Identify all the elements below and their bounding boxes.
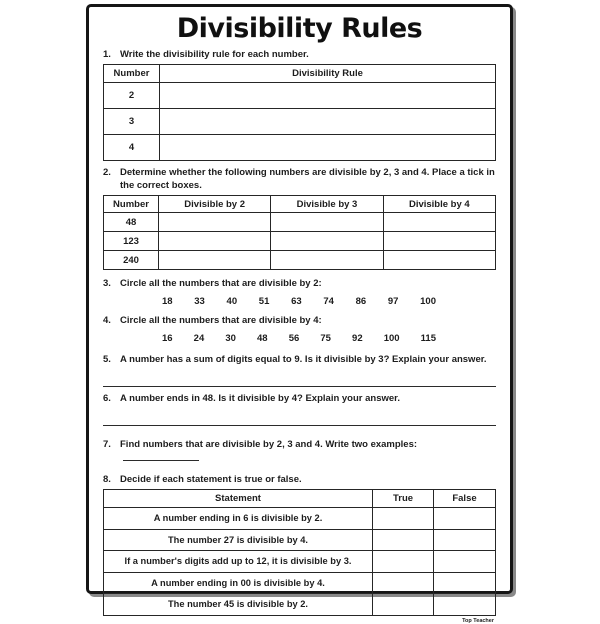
tick-table-header-div2: Divisible by 2: [159, 196, 271, 213]
rule-table-answer-cell[interactable]: [160, 135, 496, 161]
circlable-number[interactable]: 75: [320, 333, 331, 344]
rule-table-number-cell: 4: [104, 135, 160, 161]
tick-cell-div4[interactable]: [383, 251, 495, 270]
table-header-row: [104, 196, 496, 213]
false-tick-cell[interactable]: [434, 508, 496, 530]
question-4: [103, 314, 496, 327]
statement-cell: A number ending in 6 is divisible by 2.: [104, 508, 373, 530]
tick-table-number-cell: 48: [104, 213, 159, 232]
tick-table-header-number: Number: [104, 196, 159, 213]
question-3-text: Circle all the numbers that are divisible by 2:: [120, 278, 322, 289]
tick-cell-div2[interactable]: [159, 213, 271, 232]
question-5-text: A number has a sum of digits equal to 9. Is it divisible by 3? Explain your answer.: [120, 354, 487, 365]
table-header-row: [104, 490, 496, 508]
tick-table-number-cell: 123: [104, 232, 159, 251]
question-2: [103, 166, 496, 192]
circle-numbers-row-q4: [162, 333, 436, 345]
tick-table-header-div3: Divisible by 3: [271, 196, 383, 213]
question-2-number: 2.: [103, 167, 111, 178]
circlable-number[interactable]: 33: [194, 296, 205, 307]
statement-cell: A number ending in 00 is divisible by 4.: [104, 572, 373, 594]
question-6-text: A number ends in 48. Is it divisible by 4? Explain your answer.: [120, 393, 400, 404]
rule-table-answer-cell[interactable]: [160, 83, 496, 109]
tick-cell-div2[interactable]: [159, 232, 271, 251]
true-tick-cell[interactable]: [373, 572, 434, 594]
table-row: [104, 551, 496, 573]
table-row: [104, 529, 496, 551]
circlable-number[interactable]: 100: [383, 333, 400, 344]
tick-cell-div3[interactable]: [271, 213, 383, 232]
table-row: [104, 109, 496, 135]
table-row: [104, 135, 496, 161]
true-tick-cell[interactable]: [373, 508, 434, 530]
tick-cell-div4[interactable]: [383, 213, 495, 232]
tf-table-header-statement: Statement: [104, 490, 373, 508]
worksheet-page: [86, 4, 513, 624]
circlable-number[interactable]: 56: [288, 333, 300, 344]
tf-table-header-true: True: [373, 490, 434, 508]
circlable-number[interactable]: 74: [323, 296, 334, 307]
table-row: [104, 213, 496, 232]
question-1: [103, 48, 496, 61]
tick-box-table: [103, 195, 496, 270]
false-tick-cell[interactable]: [434, 551, 496, 573]
question-2-text: Determine whether the following numbers are divisible by 2, 3 and 4. Place a tick in the correct boxes.: [120, 167, 495, 191]
circle-numbers-row-q3: [162, 296, 436, 308]
true-tick-cell[interactable]: [373, 529, 434, 551]
true-false-table: [103, 489, 496, 616]
question-7: [103, 438, 496, 465]
circlable-number[interactable]: 97: [387, 296, 399, 307]
answer-blank-q7[interactable]: [123, 451, 199, 461]
question-4-number: 4.: [103, 315, 111, 326]
table-header-row: [104, 65, 496, 83]
tick-cell-div3[interactable]: [271, 232, 383, 251]
question-7-text: Find numbers that are divisible by 2, 3 and 4. Write two examples:: [120, 438, 496, 465]
circlable-number[interactable]: 100: [420, 296, 436, 307]
tick-cell-div4[interactable]: [383, 232, 495, 251]
tick-cell-div2[interactable]: [159, 251, 271, 270]
rule-table-header-rule: Divisibility Rule: [160, 65, 496, 83]
statement-cell: The number 27 is divisible by 4.: [104, 529, 373, 551]
false-tick-cell[interactable]: [434, 594, 496, 616]
question-6-number: 6.: [103, 393, 111, 404]
circlable-number[interactable]: 30: [225, 333, 236, 344]
table-row: [104, 251, 496, 270]
question-1-number: 1.: [103, 49, 111, 60]
tf-table-header-false: False: [434, 490, 496, 508]
circlable-number[interactable]: 40: [226, 296, 238, 307]
circlable-number[interactable]: 86: [355, 296, 367, 307]
circlable-number[interactable]: 115: [420, 333, 436, 344]
rule-table-header-number: Number: [104, 65, 160, 83]
circlable-number[interactable]: 16: [162, 333, 173, 344]
tick-cell-div3[interactable]: [271, 251, 383, 270]
circlable-number[interactable]: 92: [352, 333, 363, 344]
question-5-number: 5.: [103, 354, 111, 365]
answer-line-q6[interactable]: [103, 413, 496, 426]
question-1-text: Write the divisibility rule for each number.: [120, 49, 309, 60]
question-3-number: 3.: [103, 278, 111, 289]
circlable-number[interactable]: 24: [193, 333, 205, 344]
circlable-number[interactable]: 18: [162, 296, 173, 307]
statement-cell: If a number's digits add up to 12, it is divisible by 3.: [104, 551, 373, 573]
table-row: [104, 508, 496, 530]
question-8: [103, 473, 496, 486]
worksheet-title: Divisibility Rules: [176, 13, 423, 44]
false-tick-cell[interactable]: [434, 529, 496, 551]
rule-table-number-cell: 3: [104, 109, 160, 135]
true-tick-cell[interactable]: [373, 551, 434, 573]
rule-table-answer-cell[interactable]: [160, 109, 496, 135]
question-8-text: Decide if each statement is true or false.: [120, 474, 302, 485]
circlable-number[interactable]: 63: [291, 296, 302, 307]
table-row: [104, 83, 496, 109]
question-7-number: 7.: [103, 439, 111, 450]
question-6: [103, 392, 496, 405]
question-3: [103, 277, 496, 290]
statement-cell: The number 45 is divisible by 2.: [104, 594, 373, 616]
table-row: [104, 594, 496, 616]
answer-line-q5[interactable]: [103, 374, 496, 387]
table-row: [104, 232, 496, 251]
table-row: [104, 572, 496, 594]
question-8-number: 8.: [103, 474, 111, 485]
question-4-text: Circle all the numbers that are divisible by 4:: [120, 315, 322, 326]
divisibility-rule-table: [103, 64, 496, 161]
question-5: [103, 353, 496, 366]
tick-table-header-div4: Divisible by 4: [383, 196, 495, 213]
tick-table-number-cell: 240: [104, 251, 159, 270]
circlable-number[interactable]: 51: [258, 296, 270, 307]
true-tick-cell[interactable]: [373, 594, 434, 616]
false-tick-cell[interactable]: [434, 572, 496, 594]
circlable-number[interactable]: 48: [257, 333, 268, 344]
rule-table-number-cell: 2: [104, 83, 160, 109]
publisher-credit: Top Teacher: [462, 617, 494, 624]
